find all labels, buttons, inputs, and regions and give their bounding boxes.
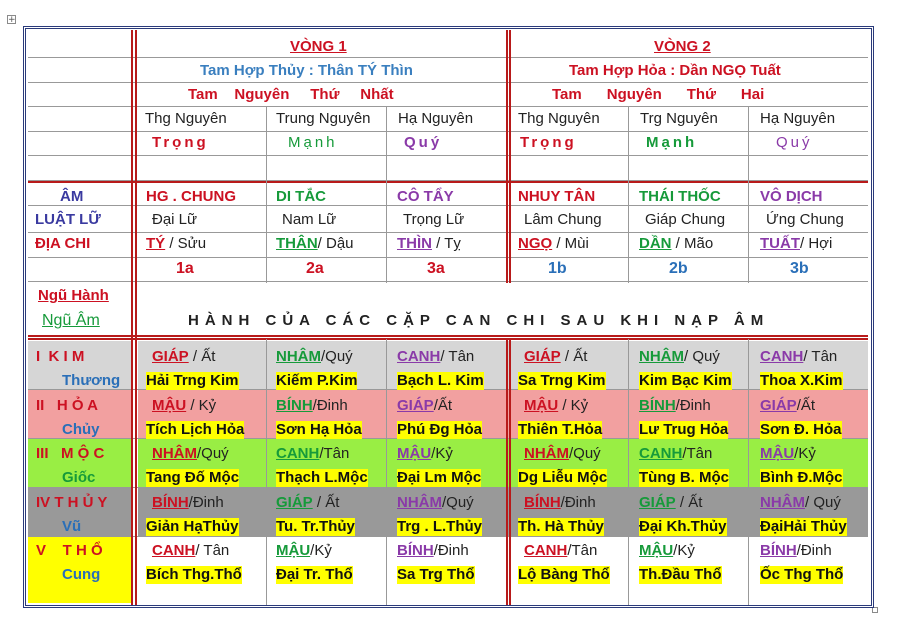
can-main: NHÂM — [524, 445, 569, 462]
nap-am-name: Lư Trug Hỏa — [639, 421, 729, 438]
nap-am-name: Dg Liễu Mộc — [518, 469, 608, 486]
chi-main: TUẤT — [760, 235, 800, 252]
am-group-code: 2b — [669, 260, 688, 277]
can-rest: /Quý — [569, 445, 601, 462]
can-main: NHÂM — [397, 494, 442, 511]
can-rest: /Quý — [442, 494, 474, 511]
am-group-chi — [639, 235, 713, 253]
nap-am-name: Th. Hà Thủy — [518, 518, 604, 535]
chi-main: NGỌ — [518, 235, 553, 252]
am-group-name: DI TẮC — [276, 188, 326, 205]
can-pair — [397, 542, 469, 560]
can-pair — [760, 397, 815, 415]
nap-am-name: Bình Đ.Mộc — [760, 469, 843, 486]
hanh-label: III M Ộ C — [36, 445, 105, 462]
label-luat-lu: LUẬT LỮ — [35, 211, 101, 228]
can-pair — [152, 542, 229, 560]
vong1-subtitle: Tam Hợp Thủy : Thân TÝ Thìn — [200, 62, 413, 79]
can-pair — [276, 348, 353, 366]
can-main: BÍNH — [760, 542, 797, 559]
rule-red-left-1 — [131, 30, 133, 605]
can-main: MẬU — [639, 542, 674, 559]
row-thuy-cells-bg — [138, 487, 868, 536]
can-main: NHÂM — [639, 348, 684, 365]
vong1-col1-header: Thg Nguyên — [145, 110, 227, 127]
can-rest: /Đinh — [560, 494, 596, 511]
ngu-am-label: Thương — [62, 372, 121, 389]
can-main: BÍNH — [639, 397, 676, 414]
can-rest: /Kỷ — [431, 445, 453, 462]
ngu-am-label: Chủy — [62, 421, 100, 438]
can-pair — [276, 542, 332, 560]
can-rest: /Đinh — [675, 397, 711, 414]
row-moc-cells-bg — [138, 438, 868, 487]
am-group-code: 1a — [176, 260, 194, 277]
nap-am-name: Bạch L. Kim — [397, 372, 484, 389]
grid-hline — [28, 536, 868, 537]
nap-am-name: Hải Trng Kim — [146, 372, 239, 389]
nap-am-name: Phú Đg Hỏa — [397, 421, 482, 438]
am-group-chi — [518, 235, 589, 253]
grid-vline — [628, 106, 629, 283]
can-pair — [397, 494, 474, 512]
am-group-luat: Nam Lữ — [282, 211, 337, 228]
grid-vline — [748, 339, 749, 605]
can-main: MẬU — [524, 397, 559, 414]
chi-rest: / Mùi — [552, 235, 589, 252]
label-am: ÂM — [60, 188, 84, 205]
can-rest: / Quý — [684, 348, 720, 365]
can-rest: /Tân — [682, 445, 713, 462]
nap-am-name: Tang Đố Mộc — [146, 469, 240, 486]
am-group-luat: Giáp Chung — [645, 211, 726, 228]
rule-red-center-2 — [509, 30, 511, 283]
can-rest: /Quý — [197, 445, 229, 462]
vong1-q1: Trọng — [152, 134, 209, 151]
rule-red-center-3 — [506, 339, 508, 605]
vong2-col1-header: Thg Nguyên — [518, 110, 600, 127]
chi-main: THÌN — [397, 235, 432, 252]
nap-am-name: Tùng B. Mộc — [639, 469, 729, 486]
can-rest: /Đinh — [188, 494, 224, 511]
grid-hline — [28, 131, 868, 132]
can-pair — [397, 397, 452, 415]
nap-am-name: Giản HạThủy — [146, 518, 239, 535]
banner-title: HÀNH CỦA CÁC CẶP CAN CHI SAU KHI NẠP ÂM — [188, 312, 770, 329]
can-pair — [639, 494, 702, 512]
grid-hline — [28, 82, 868, 83]
ngu-am-label: Cung — [62, 566, 101, 583]
vong1-tam-nguyen: Tam Nguyên Thứ Nhất — [188, 86, 394, 103]
can-rest: / Ất — [560, 348, 588, 365]
am-group-luat: Đại Lữ — [152, 211, 198, 228]
label-ngu-hanh: Ngũ Hành — [38, 287, 109, 304]
row-kim-cells-bg — [138, 341, 868, 389]
can-rest: /Đinh — [312, 397, 348, 414]
can-rest: / Ất — [675, 494, 703, 511]
am-group-luat: Ứng Chung — [766, 211, 844, 228]
can-main: BÍNH — [276, 397, 313, 414]
grid-hline — [28, 106, 868, 107]
can-pair — [639, 445, 712, 463]
nap-am-name: Kim Bạc Kim — [639, 372, 732, 389]
can-pair — [760, 542, 832, 560]
can-pair — [397, 445, 453, 463]
nap-am-name: Tích Lịch Hỏa — [146, 421, 245, 438]
can-pair — [152, 494, 224, 512]
nap-am-name: Tu. Tr.Thủy — [276, 518, 355, 535]
chi-main: THÂN — [276, 235, 318, 252]
grid-vline — [386, 339, 387, 605]
can-pair — [276, 397, 348, 415]
vong2-col3-header: Hạ Nguyên — [760, 110, 836, 127]
can-pair — [276, 494, 339, 512]
label-dia-chi: ĐỊA CHI — [35, 235, 91, 252]
can-pair — [639, 397, 711, 415]
am-group-luat: Trọng Lữ — [403, 211, 465, 228]
hanh-label: V T H Ổ — [36, 542, 103, 559]
nap-am-name: Thạch L.Mộc — [276, 469, 368, 486]
can-main: CANH — [276, 445, 320, 462]
rule-red-top — [28, 181, 868, 183]
rule-red-center-4 — [509, 339, 511, 605]
can-main: CANH — [152, 542, 196, 559]
can-main: MẬU — [276, 542, 311, 559]
can-main: BÍNH — [524, 494, 561, 511]
can-pair — [760, 445, 816, 463]
grid-hline — [28, 155, 868, 156]
can-rest: / Tân — [440, 348, 475, 365]
am-group-chi — [276, 235, 354, 253]
nap-am-name: Th.Đầu Thổ — [639, 566, 722, 583]
hanh-label: II H Ỏ A — [36, 397, 98, 414]
can-rest: / Tân — [803, 348, 838, 365]
can-rest: /Kỷ — [794, 445, 816, 462]
grid-hline — [28, 232, 868, 233]
can-main: GIÁP — [639, 494, 676, 511]
vong2-col2-header: Trg Nguyên — [640, 110, 718, 127]
nap-am-name: Sa Trng Kim — [518, 372, 606, 389]
grid-hline — [28, 281, 868, 282]
chi-main: DẦN — [639, 235, 672, 252]
can-main: CANH — [397, 348, 441, 365]
vong2-q3: Quý — [776, 134, 813, 151]
chi-rest: / Tỵ — [432, 235, 461, 252]
table-move-handle-icon[interactable]: + — [8, 15, 16, 25]
am-group-name: CÔ TẨY — [397, 188, 454, 205]
can-pair — [152, 348, 215, 366]
can-main: GIÁP — [152, 348, 189, 365]
vong1-title: VÒNG 1 — [290, 38, 347, 55]
can-pair — [639, 348, 720, 366]
chi-rest: / Dậu — [317, 235, 354, 252]
am-group-code: 1b — [548, 260, 567, 277]
can-main: GIÁP — [760, 397, 797, 414]
can-pair — [524, 348, 587, 366]
nap-am-name: Sơn Đ. Hỏa — [760, 421, 842, 438]
am-group-name: THÁI THỐC — [639, 188, 721, 205]
hanh-label: I K I M — [36, 348, 85, 365]
can-main: MẬU — [760, 445, 795, 462]
can-rest: /Kỷ — [673, 542, 695, 559]
can-main: BÍNH — [397, 542, 434, 559]
ngu-am-label: Giốc — [62, 469, 96, 486]
rule-red-mid-1 — [28, 335, 868, 337]
grid-hline — [28, 57, 868, 58]
nap-am-name: Ốc Thg Thổ — [760, 566, 844, 583]
can-rest: /Tân — [319, 445, 350, 462]
label-ngu-am: Ngũ Âm — [42, 312, 100, 329]
grid-vline — [266, 339, 267, 605]
rule-red-left-2 — [135, 30, 137, 605]
can-pair — [152, 397, 216, 415]
ngu-am-label: Vũ — [62, 518, 82, 535]
can-pair — [524, 445, 601, 463]
chi-rest: / Mão — [671, 235, 714, 252]
am-group-name: VÔ DỊCH — [760, 188, 823, 205]
chi-rest: / Sửu — [165, 235, 207, 252]
vong2-tam-nguyen: Tam Nguyên Thứ Hai — [552, 86, 765, 103]
can-pair — [760, 348, 837, 366]
vong1-col2-header: Trung Nguyên — [276, 110, 371, 127]
can-rest: /Ất — [796, 397, 816, 414]
can-rest: /Kỷ — [310, 542, 332, 559]
can-main: NHÂM — [760, 494, 805, 511]
nap-am-name: ĐạiHải Thủy — [760, 518, 847, 535]
grid-hline — [28, 257, 868, 258]
chi-rest: / Hợi — [800, 235, 833, 252]
grid-vline — [266, 106, 267, 283]
am-group-code: 3b — [790, 260, 809, 277]
can-main: GIÁP — [524, 348, 561, 365]
nap-am-name: Đại Kh.Thủy — [639, 518, 727, 535]
can-rest: / Kỷ — [558, 397, 589, 414]
can-main: CANH — [639, 445, 683, 462]
can-main: MẬU — [152, 397, 187, 414]
rule-red-center-1 — [506, 30, 508, 283]
nap-am-name: Sa Trg Thổ — [397, 566, 475, 583]
can-rest: / Tân — [195, 542, 230, 559]
can-pair — [524, 542, 597, 560]
rule-red-mid-2 — [28, 338, 868, 340]
can-pair — [524, 397, 588, 415]
am-group-chi — [397, 235, 461, 253]
am-group-chi — [760, 235, 832, 253]
can-main: BÍNH — [152, 494, 189, 511]
can-main: CANH — [760, 348, 804, 365]
can-pair — [276, 445, 349, 463]
grid-vline — [748, 106, 749, 283]
chi-main: TÝ — [146, 235, 166, 252]
grid-vline — [386, 106, 387, 283]
am-group-code: 3a — [427, 260, 445, 277]
am-group-chi — [146, 235, 206, 253]
can-rest: /Đinh — [433, 542, 469, 559]
can-rest: /Tân — [567, 542, 598, 559]
am-group-name: HG . CHUNG — [146, 188, 236, 205]
can-main: NHÂM — [152, 445, 197, 462]
am-group-code: 2a — [306, 260, 324, 277]
am-group-luat: Lâm Chung — [524, 211, 602, 228]
nap-am-name: Đại Lm Mộc — [397, 469, 482, 486]
can-rest: / Ất — [312, 494, 340, 511]
can-pair — [760, 494, 841, 512]
row-hoa-cells-bg — [138, 390, 868, 438]
can-pair — [152, 445, 229, 463]
nap-am-name: Thoa X.Kim — [760, 372, 843, 389]
nap-am-name: Bích Thg.Thổ — [146, 566, 242, 583]
vong2-q1: Trọng — [520, 134, 577, 151]
can-main: NHÂM — [276, 348, 321, 365]
can-pair — [397, 348, 474, 366]
can-rest: / Ất — [188, 348, 216, 365]
am-group-name: NHUY TÂN — [518, 188, 596, 205]
nap-am-name: Đại Tr. Thổ — [276, 566, 353, 583]
nap-am-name: Lộ Bàng Thổ — [518, 566, 610, 583]
vong2-title: VÒNG 2 — [654, 38, 711, 55]
can-main: GIÁP — [397, 397, 434, 414]
can-main: CANH — [524, 542, 568, 559]
nap-am-name: Kiếm P.Kim — [276, 372, 358, 389]
can-rest: / Kỷ — [186, 397, 217, 414]
can-rest: /Đinh — [796, 542, 832, 559]
can-pair — [524, 494, 596, 512]
can-pair — [639, 542, 695, 560]
vong1-col3-header: Hạ Nguyên — [398, 110, 474, 127]
can-main: GIÁP — [276, 494, 313, 511]
can-rest: /Ất — [433, 397, 453, 414]
can-rest: / Quý — [805, 494, 841, 511]
nap-am-name: Trg . L.Thủy — [397, 518, 482, 535]
nap-am-name: Sơn Hạ Hỏa — [276, 421, 362, 438]
grid-hline — [28, 487, 868, 488]
vong1-q2: Mạnh — [288, 134, 338, 151]
nap-am-name: Thiên T.Hỏa — [518, 421, 603, 438]
can-main: MẬU — [397, 445, 432, 462]
vong2-subtitle: Tam Hợp Hỏa : Dần NGỌ Tuất — [569, 62, 781, 79]
vong1-q3: Quý — [404, 134, 443, 151]
can-rest: /Quý — [321, 348, 353, 365]
vong2-q2: Mạnh — [646, 134, 698, 151]
hanh-label: IV T H Ủ Y — [36, 494, 108, 511]
grid-vline — [628, 339, 629, 605]
